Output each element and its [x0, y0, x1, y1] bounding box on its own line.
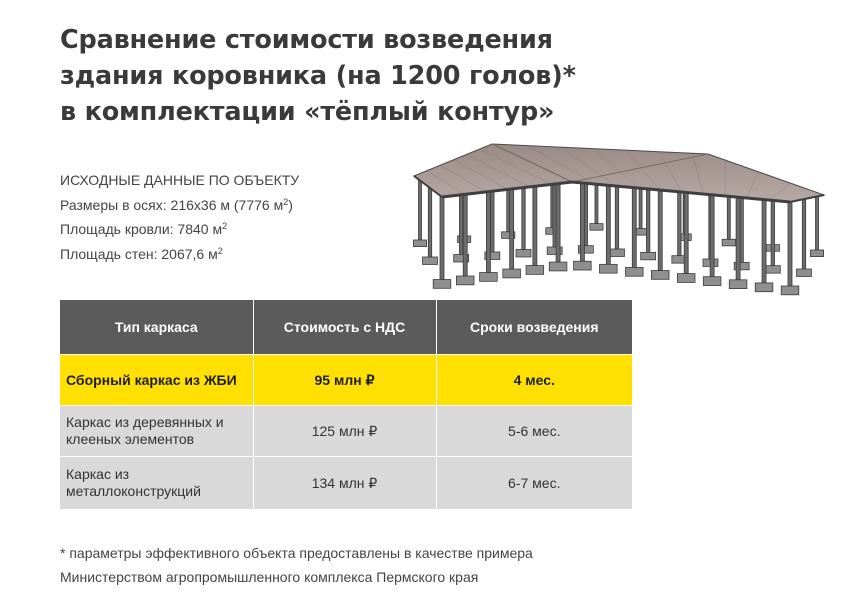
- frame-column: [641, 182, 656, 259]
- title-line-3: в комплектации «тёплый контур»: [60, 97, 555, 127]
- table-row: [60, 457, 632, 510]
- frame-type-cell: Сборный каркас из ЖБИ: [60, 355, 253, 406]
- frame-column: [703, 195, 721, 286]
- frame-column: [810, 196, 823, 257]
- page-title: [60, 22, 620, 130]
- table-row-highlighted: [60, 355, 632, 406]
- cost-cell: 134 млн ₽: [253, 457, 436, 510]
- duration-cell: 6-7 мес.: [436, 457, 632, 510]
- frame-type-cell: Каркас из деревянных и клееных элементов: [60, 406, 253, 457]
- frame-column: [574, 183, 592, 270]
- frame-column: [413, 178, 426, 247]
- spec-size: Размеры в осях: 216х36 м (7776 $м^2$): [60, 196, 293, 213]
- frame-column: [781, 202, 799, 295]
- cost-cell: 125 млн ₽: [253, 406, 436, 457]
- object-specs: [60, 168, 299, 266]
- cost-cell: 95 млн ₽: [253, 355, 436, 406]
- table-row: [60, 406, 632, 457]
- spec-wall-area: Площадь стен: 2067,6 $м^2$: [60, 245, 223, 262]
- specs-heading: ИСХОДНЫЕ ДАННЫЕ ПО ОБЪЕКТУ: [60, 172, 300, 188]
- column-header: Стоимость с НДС: [253, 300, 436, 355]
- frame-column: [765, 196, 780, 273]
- frame-column: [423, 187, 438, 264]
- column-header: Сроки возведения: [436, 300, 632, 355]
- duration-cell: 4 мес.: [436, 355, 632, 406]
- frame-column: [516, 180, 531, 257]
- frame-column: [480, 192, 498, 282]
- duration-cell: 5-6 мес.: [436, 406, 632, 457]
- title-line-1: Сравнение стоимости возведения: [60, 25, 553, 55]
- column-header: Тип каркаса: [60, 300, 253, 355]
- frame-column: [526, 186, 544, 274]
- frame-column: [797, 199, 812, 276]
- title-line-2: здания коровника (на 1200 голов)*: [60, 61, 576, 91]
- frame-type-cell: Каркас из металлоконструкций: [60, 457, 253, 510]
- cowshed-frame-illustration: [392, 120, 837, 305]
- table-header-row: [60, 300, 632, 355]
- footnote-line-2: Министерством агропромышленного комплекса Пермского края: [60, 569, 479, 585]
- frame-column: [433, 197, 451, 288]
- footnote-line-1: * параметры эффективного объекта предоставлены в качестве примера: [60, 545, 533, 561]
- frame-column: [610, 179, 625, 256]
- frame-column: [651, 190, 669, 279]
- cost-comparison-table: [60, 300, 632, 509]
- footnote: [60, 541, 533, 589]
- spec-roof-area: Площадь кровли: 7840 $м^2$: [60, 221, 228, 237]
